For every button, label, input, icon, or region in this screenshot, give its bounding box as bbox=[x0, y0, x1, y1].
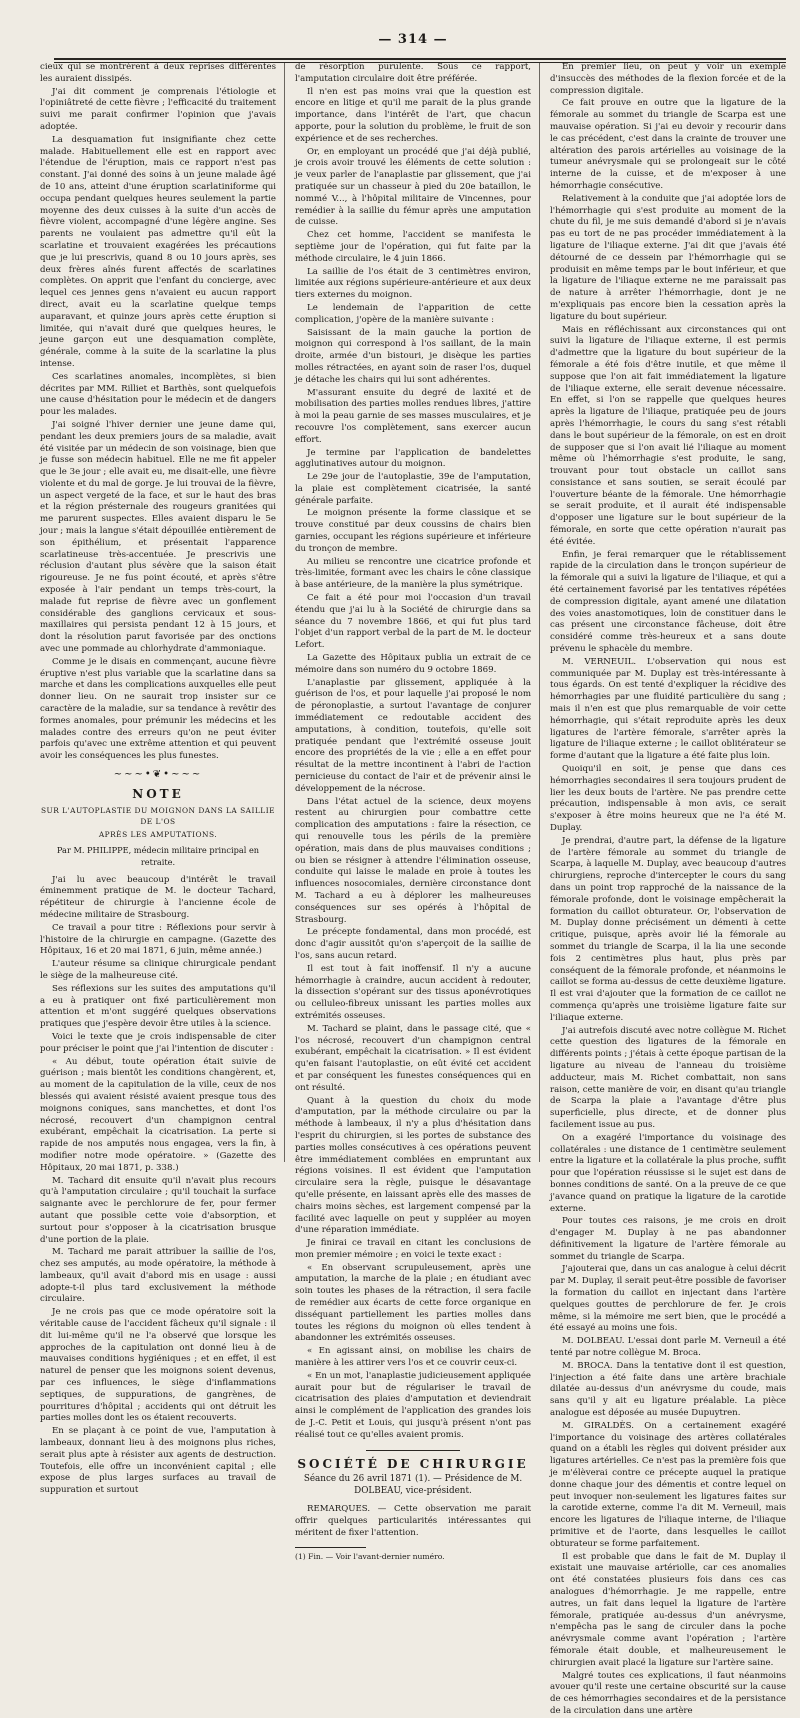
paragraph: Je ne crois pas que ce mode opératoire soit la véritable cause de l'accident fâcheux qu'il signale : il dit lui-même qu'il ne l'a observé que lorsque les approches de la capitulation ont donné lieu à de mauvaises conditions hygiéniques ; et en effet, il est naturel de penser que les moignons soient devenus, par ces influences, le siège d'inflammations septiques, de suppurations, de gangrènes, de pourritures d'hôpital ; accidents qui ont détruit les parties molles dont les os étaient recouverts. bbox=[40, 1307, 276, 1424]
paragraph: Au milieu se rencontre une cicatrice profonde et très-limitée, formant avec les chairs le cône classique à base antérieure, de la manière la plus symétrique. bbox=[295, 556, 531, 591]
paragraph: Le 29e jour de l'autoplastie, 39e de l'amputation, la plaie est complètement cicatrisée, la santé générale parfaite. bbox=[295, 472, 531, 506]
section-divider bbox=[366, 1450, 460, 1451]
note-subtitle-2: APRÈS LES AMPUTATIONS. bbox=[98, 830, 218, 840]
paragraph: Saisissant de la main gauche la portion de moignon qui correspond à l'os saillant, de la main droite, armée d'un bistouri, je disèque les parties molles rétractées, en ayant soin de raser l'os, duquel je détache les chairs qui lui sont adhérentes. bbox=[295, 327, 531, 385]
paragraph: M. Tachard se plaint, dans le passage cité, que « l'os nécrosé, recouvert d'un champignon central exubérant, empêchait la cicatrisation. » Il est évident qu'en faisant l'autoplastie, on eût évité cet accident et par conséquent les funestes conséquences qui en ont résulté. bbox=[295, 1023, 531, 1093]
paragraph: Il est tout à fait inoffensif. Il n'y a aucune hémorrhagie à craindre, aucun accident à redouter, la dissection s'opérant sur des tissus aponévrotiques ou celluleo-fibreux unissant les parties molles aux extrémités osseuses. bbox=[295, 963, 531, 1021]
page-header bbox=[40, 18, 786, 62]
paragraph: L'auteur résume sa clinique chirurgicale pendant le siège de la malheureuse cité. bbox=[40, 959, 276, 981]
paragraph: J'ai soigné l'hiver dernier une jeune dame qui, pendant les deux premiers jours de sa maladie, avait été visitée par un médecin de son voisinage, bien que je fusse son médecin habituel. Elle ne me fit appeler que le 3e jour ; elle avait eu, me disait-elle, une fièvre violente et du mal de gorge. Je lui trouvai de la fièvre, un aspect vergeté de la face, et sur le haut des bras et la région présternale des rougeurs granitées qui me parurent suspectes. Elles avaient disparu le 5e jour ; mais la langue s'était dépouillée entièrement de son épithélium, et présentait l'apparence scarlatineuse très-accentuée. Je prescrivis une réclusion d'autant plus sévère que la saison était rigoureuse. Je ne fus point écouté, et après s'être exposée à l'air pendant un temps très-court, la malade fut reprise de fièvre avec un gonflement considérable des ganglions cervicaux et sous-maxillaires qui persista pendant 12 à 15 jours, et dont la résolution parut favorisée par des onctions avec une pommade au chlorhydrate d'ammoniaque. bbox=[40, 419, 276, 655]
paragraph: Je termine par l'application de bandelettes agglutinatives autour du moignon. bbox=[295, 447, 531, 470]
column-middle bbox=[295, 62, 540, 1562]
paragraph: REMARQUES. — Cette observation me parait offrir quelques particularités intéressantes qui méritent de fixer l'attention. bbox=[295, 1504, 531, 1538]
paragraph: J'ai dit comment je comprenais l'étiologie et l'opiniâtreté de cette fièvre ; l'efficacité du traitement suivi me parait confirmer l'opinion que j'avais adoptée. bbox=[40, 86, 276, 132]
paragraph: de résorption purulente. Sous ce rapport, l'amputation circulaire doit être préférée. bbox=[295, 62, 531, 84]
columns bbox=[40, 62, 786, 1716]
paragraph: Ce fait a été pour moi l'occasion d'un travail étendu que j'ai lu à la Société de chirurgie dans sa séance du 7 novembre 1866, et qui fut plus tard l'objet d'un rapport verbal de la part de M. le docteur Lefort. bbox=[295, 593, 531, 651]
paragraph: Ses réflexions sur les suites des amputations qu'il a eu à pratiquer ont fixé particulièrement mon attention et m'ont suggéré quelques observations pratiques que j'espère devoir être utiles à la science. bbox=[40, 983, 276, 1030]
paragraph: En se plaçant à ce point de vue, l'amputation à lambeaux, donnant lieu à des moignons plus riches, serait plus apte à résister aux agents de destruction. Toutefois, elle offre un inconvénient capital ; elle expose de plus larges surfaces au travail de suppuration et surtout bbox=[40, 1426, 276, 1496]
paragraph: Le lendemain de l'apparition de cette complication, j'opère de la manière suivante : bbox=[295, 302, 531, 325]
paragraph: Le précepte fondamental, dans mon procédé, est donc d'agir aussitôt qu'on s'aperçoit de la saillie de l'os, sans aucun retard. bbox=[295, 927, 531, 961]
footnote: (1) Fin. — Voir l'avant-dernier numéro. bbox=[295, 1552, 445, 1562]
column-right bbox=[550, 62, 786, 1716]
paragraph: Mais en réfléchissant aux circonstances qui ont suivi la ligature de l'iliaque externe, il est permis d'admettre que la ligature du bout supérieur de la fémorale a été fois d'être inutile, et que même il suppose que l'on ait fait immédiatement la ligature de l'iliaque externe, elle serait devenue nécessaire. En effet, si l'on se rappelle que quelques heures après la ligature de l'iliaque, pratiquée peu de jours après l'hémorrhagie, le cours du sang s'est rétabli dans le bout supérieur de la fémorale, on est en droit de supposer que si l'on avait lié l'iliaque au moment même où l'hémorrhagie s'est produite, le sang, trouvant pour tout obstacle un caillot sans consistance et sans soutien, se serait écoulé par l'ouverture béante de la fémorale. Une hémorrhagie se serait produite, et il aurait été indispensable d'opposer une ligature sur le bout supérieur de la fémorale, en sorte que cette opération n'aurait pas été évitée. bbox=[550, 324, 786, 547]
paragraph: En premier lieu, on peut y voir un exemple d'insuccès des méthodes de la flexion forcée et de la compression digitale. bbox=[550, 62, 786, 96]
paragraph: M. GIRALDÈS. On a certainement exagéré l'importance du voisinage des artères collatérales quand on a établi les règles qui doivent présider aux ligatures artérielles. Ce n'est pas la première fois que je m'élèverai contre ce précepte auquel la pratique donne chaque jour des démentis et contre lequel on peut invoquer non-seulement les ligatures faites sur la carotide externe, comme l'a dit M. Verneuil, mais encore les ligatures de l'iliaque interne, de l'iliaque primitive et de l'aorte, dans lesquelles le caillot obturateur se forme parfaitement. bbox=[550, 1420, 786, 1549]
paragraph: Ce travail a pour titre : Réflexions pour servir à l'histoire de la chirurgie en campagne. (Gazette des Hôpitaux, 16 et 20 mai 1871, 6 juin, même année.) bbox=[40, 922, 276, 957]
paragraph: M'assurant ensuite du degré de laxité et de mobilisation des parties molles rendues libres, j'attire à moi la peau garnie de ses masses musculaires, et je recouvre l'os complètement, sans exercer aucun effort. bbox=[295, 387, 531, 445]
paragraph: M. Tachard dit ensuite qu'il n'avait plus recours qu'à l'amputation circulaire ; qu'il touchait la surface saignante avec le perchlorure de fer, pour fermer autant que possible cette voie d'absorption, et surtout pour s'opposer à la cicatrisation brusque d'une portion de la plaie. bbox=[40, 1175, 276, 1245]
society-title: SOCIÉTÉ DE CHIRURGIE bbox=[297, 1456, 529, 1471]
ornament-divider: ~~~•❦•~~~ bbox=[113, 769, 203, 781]
paragraph: Chez cet homme, l'accident se manifesta le septième jour de l'opération, qui fut faite par la méthode circulaire, le 4 juin 1866. bbox=[295, 230, 531, 264]
paragraph: Ce fait prouve en outre que la ligature de la fémorale au sommet du triangle de Scarpa est une mauvaise opération. Si j'ai eu devoir y recourir dans le cas précédent, c'est dans la crainte de trouver une altération des parois artérielles au voisinage de la tumeur anévrysmale qui se prolongeait sur le côté interne de la cuisse, et de m'exposer à une hémorrhagie consécutive. bbox=[550, 98, 786, 191]
paragraph: « Au début, toute opération était suivie de guérison ; mais bientôt les conditions changèrent, et, au moment de la capitulation de la ville, ceux de nos blessés qui avaient résisté avaient presque tous des moignons coniques, sans manchettes, et dont l'os nécrosé, recouvert d'un champignon central exubérant, empêchait la cicatrisation. La perte si rapide de nos amputés nous engagea, vers la fin, à modifier notre mode opératoire. » (Gazette des Hôpitaux, 20 mai 1871, p. 338.) bbox=[40, 1056, 276, 1173]
paragraph: Quoiqu'il en soit, je pense que dans ces hémorrhagies secondaires il sera toujours prudent de lier les deux bouts de l'artère. Ne pas prendre cette précaution, indispensable à mon avis, ce serait s'exposer à être moins heureux que ne l'a été M. Duplay. bbox=[550, 764, 786, 833]
paragraph: « En agissant ainsi, on mobilise les chairs de manière à les attirer vers l'os et ce couvrir ceux-ci. bbox=[295, 1346, 531, 1369]
paragraph: Relativement à la conduite que j'ai adoptée lors de l'hémorrhagie qui s'est produite au moment de la chute du fil, je me suis demandé d'abord si je n'avais pas eu tort de ne pas procéder immédiatement à la ligature de l'iliaque externe. J'ai dit que j'avais été détourné de ce dessein par l'hémorrhagie qui se produisit en même temps par le bout inférieur, et que la ligature de l'iliaque externe ne me paraissait pas de nature à arrêter l'hémorrhagie, dont je ne m'expliquais pas encore bien la cessation après la ligature du bout supérieur. bbox=[550, 193, 786, 322]
column-left bbox=[40, 62, 285, 1496]
paragraph: Comme je le disais en commençant, aucune fièvre éruptive n'est plus variable que la scarlatine dans sa marche et dans les complications auxquelles elle peut donner lieu. On ne saurait trop insister sur ce caractère de la maladie, sur sa tendance à revêtir des formes anomales, pour prémunir les médecins et les malades contre des erreurs qu'on ne peut éviter parfois qu'avec une extrême attention et qui peuvent avoir les conséquences les plus funestes. bbox=[40, 656, 276, 762]
author-byline: Par M. PHILIPPE, médecin militaire principal en retraite. bbox=[56, 845, 260, 867]
paragraph: Pour toutes ces raisons, je me crois en droit d'engager M. Duplay à ne pas abandonner définitivement la ligature de l'artère fémorale au sommet du triangle de Scarpa. bbox=[550, 1216, 786, 1262]
paragraph: cieux qui se montrèrent à deux reprises différentes les auraient dissipés. bbox=[40, 62, 276, 84]
paragraph: Voici le texte que je crois indispensable de citer pour préciser le point que j'ai l'intention de discuter : bbox=[40, 1031, 276, 1054]
paragraph: M. Tachard me parait attribuer la saillie de l'os, chez ses amputés, au mode opératoire, la méthode à lambeaux, qu'il avait d'abord mis en usage : aussi adopte-t-il plus tard exclusivement la méthode circulaire. bbox=[40, 1247, 276, 1305]
paragraph: La desquamation fut insignifiante chez cette malade. Habituellement elle est en rapport avec l'étendue de l'éruption, mais ce rapport n'est pas constant. J'ai donné des soins à un jeune malade âgé de 10 ans, atteint d'une éruption scarlatiniforme qui occupa pendant quelques heures seulement la partie moyenne des deux cuisses à la suite d'un accès de fièvre violent, accompagné d'une légère angine. Ses parents ne voulaient pas admettre qu'il eût la scarlatine et trouvaient exagérées les précautions que je lui prescrivis, quand 8 ou 10 jours après, ses deux frères aînés furent affectés de scarlatines complètes. On apprit que l'enfant du concierge, avec lequel ces jennes gens n'avaient eu aucun rapport direct, avait eu la scarlatine quelque temps auparavant, et quinze jours après cette éruption si limitée, qui n'avait duré que quelques heures, le jeune garçon eut une desquamation complète, générale, comme à la suite de la scarlatine la plus intense. bbox=[40, 134, 276, 369]
paragraph: Quant à la question du choix du mode d'amputation, par la méthode circulaire ou par la méthode à lambeaux, il n'y a plus d'hésitation dans l'esprit du chirurgien, si les portes de substance des parties molles consécutives à ces opérations peuvent être immédiatement comblées en empruntant aux régions voisines. Il est évident que l'amputation circulaire sera la règle, puisque le désavantage qu'elle présente, en laissant après elle des masses de chairs moins sèches, est largement compensé par la facilité avec laquelle on peut y suppléer au moyen d'une réparation immédiate. bbox=[295, 1095, 531, 1236]
paragraph: Il est probable que dans le fait de M. Duplay il existait une mauvaise artériolle, car ces anomalies ont été constatées plusieurs fois dans ces cas analogues d'hémorrhagie. Je me rappelle, entre autres, un fait dans lequel la ligature de l'artère fémorale, pratiquée au-dessus d'un anévrysme, n'empêcha pas le sang de circuler dans la poche anévrysmale comme avant l'opération ; l'artère fémorale était double, et malheureusement le chirurgien avait placé la ligature sur l'artère saine. bbox=[550, 1551, 786, 1668]
note-subtitle: SUR L'AUTOPLASTIE DU MOIGNON DANS LA SAILLIE DE L'OS bbox=[40, 805, 276, 827]
paragraph: M. DOLBEAU. L'essai dont parle M. Verneuil a été tenté par notre collègue M. Broca. bbox=[550, 1336, 786, 1359]
paragraph: Il n'en est pas moins vrai que la question est encore en litige et qu'il me parait de la plus grande importance, dans l'intérêt de l'art, que chacun apporte, pour la solution du problème, le fruit de son expérience et de ses recherches. bbox=[295, 86, 531, 144]
paragraph: Or, en employant un procédé que j'ai déjà publié, je crois avoir trouvé les éléments de cette solution : je veux parler de l'anaplastie par glissement, que j'ai pratiquée sur un chasseur à pied du 20e bataillon, le nommé V..., à l'hôpital militaire de Vincennes, pour remédier à la saillie du fémur après une amputation de cuisse. bbox=[295, 146, 531, 228]
note-title: NOTE bbox=[132, 786, 184, 801]
paragraph: La Gazette des Hôpitaux publia un extrait de ce mémoire dans son numéro du 9 octobre 1869. bbox=[295, 653, 531, 675]
paragraph: La saillie de l'os était de 3 centimètres environ, limitée aux régions supérieure-antérieure et aux deux tiers externes du moignon. bbox=[295, 266, 531, 301]
paragraph: M. BROCA. Dans la tentative dont il est question, l'injection a été faite dans une artère brachiale dilatée au-dessus d'un anévrysme du coude, mais sans qu'il y ait eu ligature préalable. La pièce analogue est déposée au musée Dupuytren. bbox=[550, 1360, 786, 1419]
footnote-rule bbox=[295, 1547, 366, 1548]
header-rule-thin bbox=[54, 62, 786, 63]
paragraph: Enfin, je ferai remarquer que le rétablissement rapide de la circulation dans le tronçon supérieur de la fémorale qui a suivi la ligature de l'iliaque, et qui a été certainement favorisé par les tentatives répétées de compression digitale, ayant amené une dilatation des voies anastomotiques, loin de constituer dans le cas présent une circonstance fâcheuse, doit être considéré comme très-heureux et a sans doute prévenu le sphacèle du membre. bbox=[550, 549, 786, 655]
header-rule bbox=[54, 58, 786, 60]
paragraph: Je finirai ce travail en citant les conclusions de mon premier mémoire ; en voici le texte exact : bbox=[295, 1238, 531, 1260]
paragraph: Je prendrai, d'autre part, la défense de la ligature de l'artère fémorale au sommet du triangle de Scarpa, à laquelle M. Duplay, avec beaucoup d'autres chirurgiens, reproche d'intercepter le cours du sang dans un point trop rapproché de la naissance de la fémorale profonde, dont le voisinage empêcherait la formation du caillot obturateur. Or, l'observation de M. Duplay donne précisément un démenti à cette critique, puisque, après avoir lié la fémorale au sommet du triangle de Scarpa, il la lia une seconde fois 2 centimètres plus haut, plus près par conséquent de la fémorale profonde, et néanmoins le caillot se forma au-dessus de cette deuxième ligature. Il est vrai d'ajouter que la formation de ce caillot ne commença qu'après une troisième ligature faite sur l'iliaque externe. bbox=[550, 835, 786, 1023]
paragraph: Le moignon présente la forme classique et se trouve constitué par deux coussins de chairs bien garnies, occupant les régions supérieure et inférieure du tronçon de membre. bbox=[295, 508, 531, 554]
paragraph: « En un mot, l'anaplastie judicieusement appliquée aurait pour but de régulariser le travail de cicatrisation des plaies d'amputation et deviendrait ainsi le complément de l'application des grandes lois de J.-C. Petit et Louis, qui jusqu'à présent n'ont pas réalisé tout ce qu'elles avaient promis. bbox=[295, 1370, 531, 1440]
paragraph: L'anaplastie par glissement, appliquée à la guérison de l'os, et pour laquelle j'ai proposé le nom de péronoplastie, a surtout l'avantage de conjurer immédiatement ce redoutable accident des amputations, à condition, toutefois, qu'elle soit pratiquée pendant que l'extrémité osseuse jouit encore des propriétés de la vie ; elle a en effet pour résultat de la mettre incontinent à l'abri de l'action pernicieuse du contact de l'air et de prévenir ainsi le développement de la nécrose. bbox=[295, 677, 531, 794]
paragraph: « En observant scrupuleusement, après une amputation, la marche de la plaie ; en étudiant avec soin toutes les phases de la rétraction, il sera facile de remédier aux écarts de cette force organique en disséquant partiellement les parties molles dans toutes les régions du moignon où elles tendent à abandonner les extrémités osseuses. bbox=[295, 1262, 531, 1344]
paragraph: M. VERNEUIL. L'observation qui nous est communiquée par M. Duplay est très-intéressante à tous égards. On est tenté d'expliquer la récidive des hémorrhagies par une fluidité particulière du sang ; mais il n'en est que plus remarquable de voir cette hémorrhagie, qui s'était reproduite après les deux ligatures de l'artère fémorale, s'arrêter après la ligature de l'iliaque externe ; le caillot oblitérateur se forme d'autant que la ligature a été faite plus loin. bbox=[550, 656, 786, 762]
paragraph: Dans l'état actuel de la science, deux moyens restent au chirurgien pour combattre cette complication des amputations : faire la résection, ce qui renouvelle tous les périls de la première opération, mais dans de plus mauvaises conditions ; ou bien se résigner à attendre l'élimination osseuse, conduite qui laisse le malade en proie à toutes les influences nosocomiales, dernière circonstance dont M. Tachard a eu à déplorer les malheureuses conséquences sur ses opérés à l'hôpital de Strasbourg. bbox=[295, 796, 531, 925]
paragraph: J'ai autrefois discuté avec notre collègue M. Richet cette question des ligatures de la fémorale en différents points ; j'étais à cette époque partisan de la ligature au niveau de l'anneau du troisième adducteur, mais M. Richet combattait, non sans raison, cette manière de voir, en disant qu'au triangle de Scarpa la plaie a l'avantage d'être plus superficielle, plus directe, et de donner plus facilement issue au pus. bbox=[550, 1025, 786, 1130]
paragraph: J'ajouterai que, dans un cas analogue à celui décrit par M. Duplay, il serait peut-être possible de favoriser la formation du caillot en injectant dans l'artère quelques gouttes de perchlorure de fer. Je crois même, si la mémoire me sert bien, que le procédé a été essayé au moins une fois. bbox=[550, 1264, 786, 1334]
page-number: — 314 — bbox=[378, 32, 448, 47]
paragraph: J'ai lu avec beaucoup d'intérêt le travail éminemment pratique de M. le docteur Tachard, répétiteur de chirurgie à l'ancienne école de médecine militaire de Strasbourg. bbox=[40, 874, 276, 920]
session-line: Séance du 26 avril 1871 (1). — Présidence de M. DOLBEAU, vice-président. bbox=[303, 1474, 523, 1497]
paragraph: Malgré toutes ces explications, il faut néanmoins avouer qu'il reste une certaine obscurité sur la cause de ces hémorrhagies secondaires et de la persistance de la circulation dans une artère bbox=[550, 1670, 786, 1716]
paragraph: On a exagéré l'importance du voisinage des collatérales : une distance de 1 centimètre seulement entre la ligature et la collatérale la plus proche, suffit pour que l'opération réussisse si le sujet est dans de bonnes conditions de santé. On a la preuve de ce que j'avance quand on pratique la ligature de la carotide externe. bbox=[550, 1132, 786, 1214]
paragraph: Ces scarlatines anomales, incomplètes, si bien décrites par MM. Rilliet et Barthès, sont quelquefois une cause d'hésitation pour le médecin et de dangers pour les malades. bbox=[40, 371, 276, 418]
